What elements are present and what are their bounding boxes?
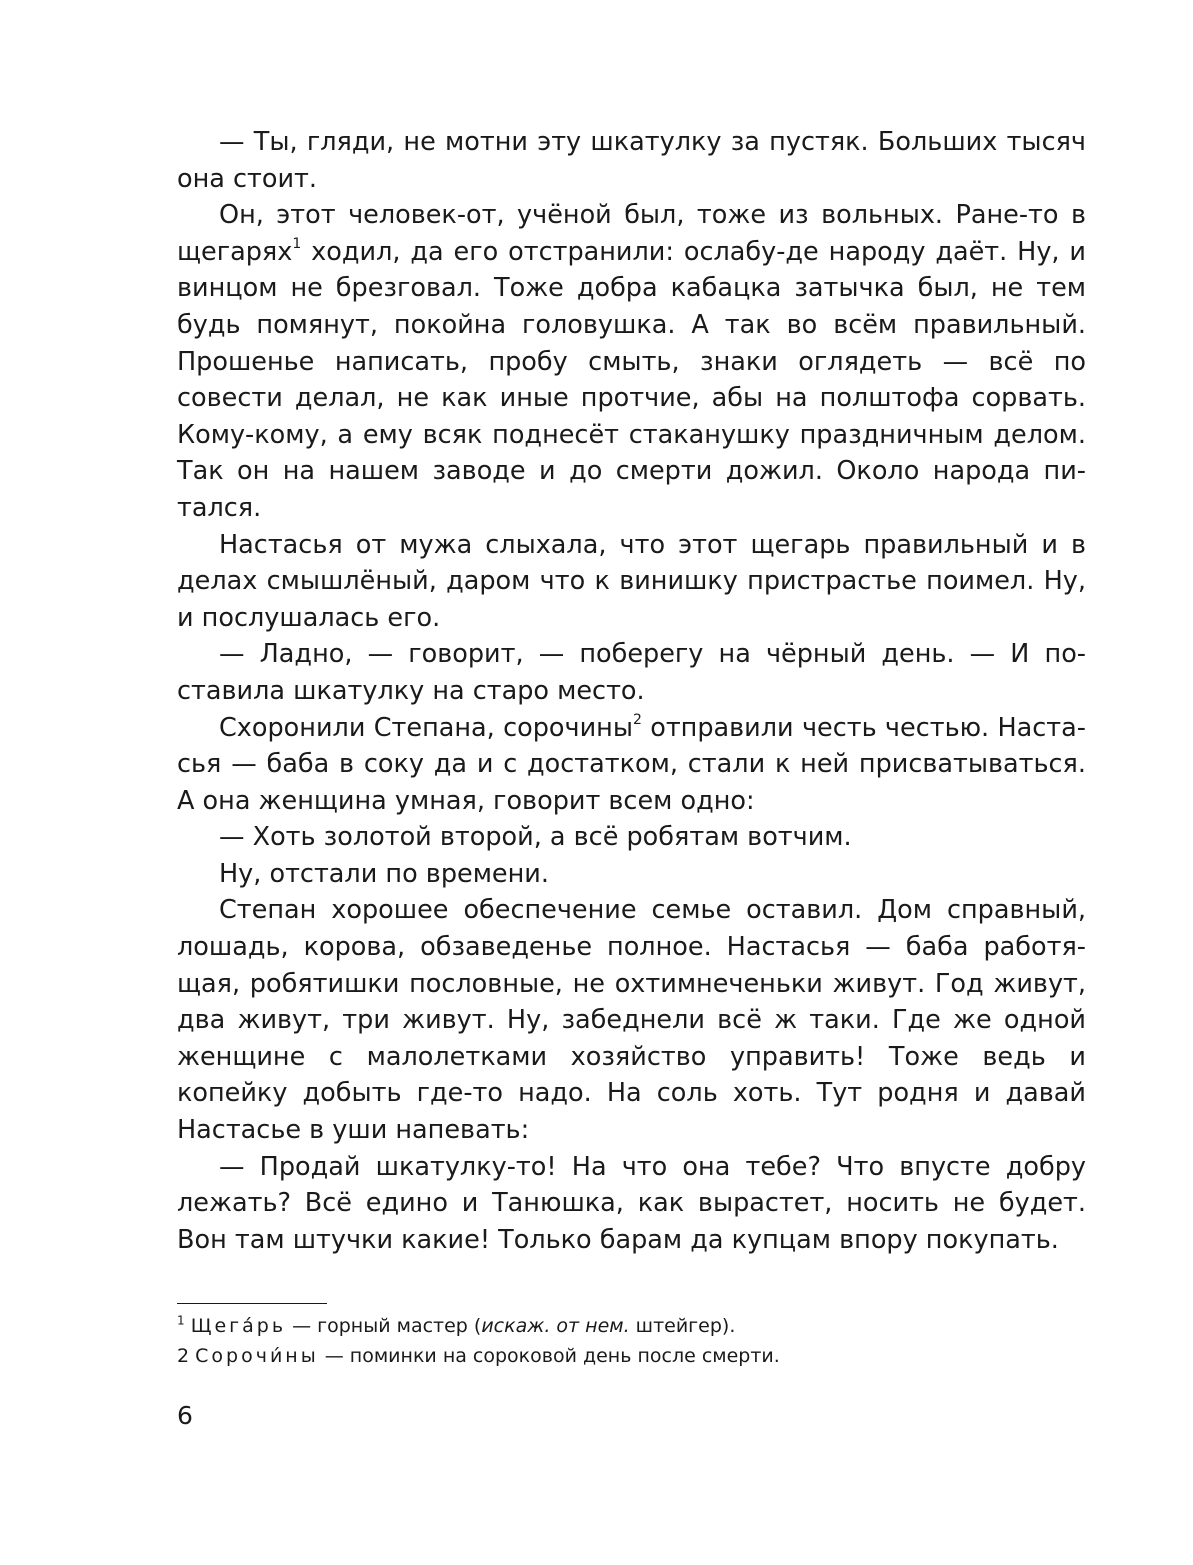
footnote-2-term: Сорочи́ны [195, 1345, 319, 1367]
footnote-1-definition: — горный мастер ( [286, 1315, 482, 1337]
footnotes [177, 1311, 1086, 1371]
paragraph-2-end: ходил, да его отстранили: ослабу-де народу даёт. Ну, и винцом не брезговал. Тоже добра кабацка затычка был, не тем будь помянут, покойна головушка. А так во всём правильный. Прошенье написать, пробу смыть, знаки оглядеть — всё по совести делал, не как иные протчие, абы на полштофа сорвать. Кому-кому, а ему всяк поднесёт стаканушку праздничным делом. Так он на нашем заводе и до смерти дожил. Около народа питался. [177, 236, 1086, 523]
footnote-1-term: Щега́рь [190, 1315, 287, 1337]
footnote-1-rest: штейгер). [629, 1315, 736, 1337]
footnote-ref-1: 1 [292, 236, 302, 253]
paragraph-2 [177, 197, 1086, 526]
page-number: 6 [177, 1401, 193, 1430]
footnote-ref-2: 2 [632, 712, 642, 728]
paragraph-7: Ну, отстали по времени. [219, 858, 549, 889]
paragraph-6: — Хоть золотой второй, а всё робятам вотчим. [219, 822, 852, 853]
paragraph-9: — Продай шкатулку-то! На что она тебе? Что впусте добру лежать? Всё едино и Танюшка, как вырастет, носить не будет. Вон там штучки какие! Только барам да купцам впору покупать. [177, 1151, 1086, 1255]
footnote-2-mark: 2 [177, 1345, 190, 1367]
footnote-1 [177, 1311, 1086, 1341]
paragraph-3: Настасья от мужа слыхала, что этот щегарь правильный и в делах смышлёный, даром что к винишку пристрастье поимел. Ну, и послушалась его. [177, 529, 1086, 633]
paragraph-8: Степан хорошее обеспечение семье оставил. Дом справный, лошадь, корова, обзаведенье полное. Настасья — баба работящая, робятишки пословные, не охтимнеченьки живут. Год живут, два живут, три живут. Ну, забеднели всё ж таки. Где же одной женщине с малолетками хозяйство управить! Тоже ведь и копейку добыть где-то надо. На соль хоть. Тут родня и давай Настасье в уши напевать: [177, 895, 1086, 1146]
paragraph-4: — Ладно, — говорит, — поберегу на чёрный день. — И поставила шкатулку на старо место. [177, 639, 1086, 706]
main-text [177, 124, 1086, 1258]
footnote-1-italic: искаж. от нем. [481, 1315, 630, 1337]
footnote-2 [177, 1341, 1086, 1371]
paragraph-1: — Ты, гляди, не мотни эту шкатулку за пустяк. Больших тысяч она стоит. [177, 127, 1086, 194]
paragraph-2-start: Он, этот человек-от, учёной был, тоже из вольных. Ране-то в щегарях [177, 200, 1086, 267]
footnote-1-mark: 1 [177, 1313, 185, 1328]
paragraph-5-end: отправили честь честью. Настасья — баба в соку да и с достатком, стали к ней присватываться. А она женщина умная, говорит всем одно: [177, 712, 1086, 816]
paragraph-5 [177, 710, 1086, 820]
paragraph-5-start: Схоронили Степана, сорочины [219, 712, 633, 743]
footnote-2-definition: — поминки на сороковой день после смерти. [318, 1345, 780, 1367]
footnote-divider [177, 1303, 327, 1304]
